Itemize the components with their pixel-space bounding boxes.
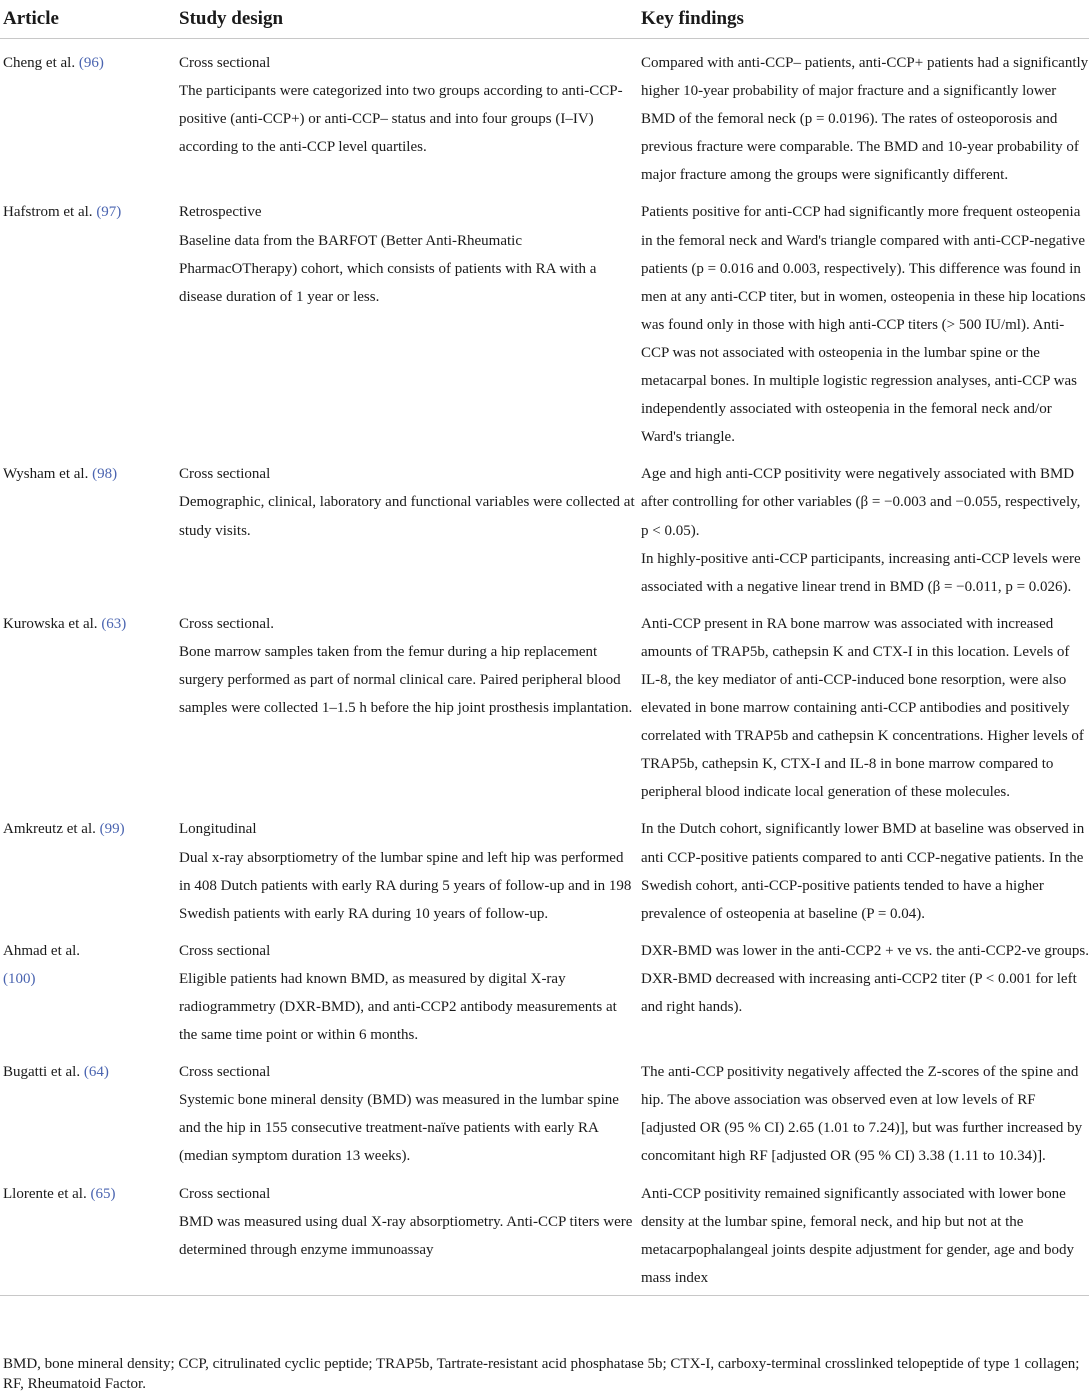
design-description: The participants were categorized into two groups according to anti-CCP-positive (anti-CCP+) or anti-CCP– status and into four groups (I–IV) according to the anti-CCP level quartiles. [179, 83, 623, 156]
design-type: Cross sectional [179, 466, 271, 483]
header-key-findings: Key findings [638, 0, 1089, 39]
design-type: Cross sectional. [179, 615, 274, 632]
design-description: Eligible patients had known BMD, as measured by digital X-ray radiogrammetry (DXR-BMD), and anti-CCP2 antibody measurements at the same time point or within 6 months. [179, 970, 617, 1044]
article-cell [0, 189, 176, 451]
header-study-design: Study design [176, 0, 638, 39]
reference-link[interactable]: (97) [96, 204, 122, 221]
findings-cell: In the Dutch cohort, significantly lower BMD at baseline was observed in anti CCP-positive patients compared to anti CCP-negative patients. In the Swedish cohort, anti-CCP-positive patients tended to have a higher prevalence of osteopenia at baseline (P = 0.04). [641, 821, 1085, 922]
design-description: Baseline data from the BARFOT (Better Anti-Rheumatic PharmacOTherapy) cohort, which consists of patients with RA with a disease duration of 1 year or less. [179, 232, 597, 305]
reference-link[interactable]: (64) [83, 1064, 109, 1081]
author-name: Ahmad et al. [3, 942, 81, 959]
design-type: Retrospective [179, 204, 262, 221]
author-name: Kurowska et al. [3, 615, 98, 632]
design-type: Cross sectional [179, 942, 271, 959]
article-cell [0, 601, 176, 807]
design-cell [176, 189, 638, 451]
design-cell [176, 601, 638, 807]
reference-link[interactable]: (65) [90, 1185, 116, 1202]
design-type: Longitudinal [179, 821, 257, 838]
design-description: BMD was measured using dual X-ray absorptiometry. Anti-CCP titers were determined through enzyme immunoassay [179, 1213, 633, 1258]
author-name: Hafstrom et al. [3, 204, 93, 221]
design-cell [176, 451, 638, 600]
table-footnote: BMD, bone mineral density; CCP, citrulinated cyclic peptide; TRAP5b, Tartrate-resistant acid phosphatase 5b; CTX-I, carboxy-terminal crosslinked telopeptide of type 1 collagen; RF, Rheumatoid Factor. [3, 1356, 1080, 1392]
findings-cell: Anti-CCP positivity remained significantly associated with lower bone density at the lumbar spine, femoral neck, and hip but not at the metacarpophalangeal joints despite adjustment for gender, age and body mass index [638, 1171, 1089, 1296]
reference-link[interactable]: (99) [99, 821, 125, 838]
design-description: Bone marrow samples taken from the femur during a hip replacement surgery performed as part of normal clinical care. Paired peripheral blood samples were collected 1–1.5 h before the hip joint prosthesis implantation. [179, 643, 633, 717]
design-description: Demographic, clinical, laboratory and functional variables were collected at study visits. [179, 494, 635, 539]
header-article: Article [0, 0, 176, 39]
author-name: Bugatti et al. [3, 1064, 81, 1081]
design-cell [176, 1049, 638, 1170]
design-cell [176, 928, 638, 1049]
findings-cell [638, 451, 1089, 600]
findings-cell: Patients positive for anti-CCP had significantly more frequent osteopenia in the femoral neck and Ward's triangle compared with anti-CCP-negative patients (p = 0.016 and 0.003, respectively). This difference was found in men at any anti-CCP titer, but in women, osteopenia in these hip locations was found only in those with high anti-CCP titers (> 500 IU/ml). Anti-CCP was not associated with osteopenia in the lumbar spine or the metacarpal bones. In multiple logistic regression analyses, anti-CCP was independently associated with osteopenia in the femoral neck and/or Ward's triangle. [641, 204, 1086, 446]
design-cell [176, 806, 638, 927]
table-row [0, 1171, 1089, 1296]
article-cell [0, 451, 176, 600]
findings-cell: DXR-BMD was lower in the anti-CCP2 + ve vs. the anti-CCP2-ve groups. DXR-BMD decreased with increasing anti-CCP2 titer (P < 0.001 for left and right hands). [641, 942, 1089, 1015]
reference-link[interactable]: (98) [92, 466, 118, 483]
table-row [0, 451, 1089, 600]
table-header-row [0, 0, 1089, 39]
findings-cell: Anti-CCP present in RA bone marrow was associated with increased amounts of TRAP5b, cathepsin K and CTX-I in this location. Levels of IL-8, the key mediator of anti-CCP-induced bone resorption, were also elevated in bone marrow containing anti-CCP antibodies and positively correlated with TRAP5b and cathepsin K concentrations. Higher levels of TRAP5b, cathepsin K, CTX-I and IL-8 in bone marrow compared to peripheral blood indicate local generation of these molecules. [641, 615, 1084, 801]
author-name: Llorente et al. [3, 1185, 87, 1202]
article-cell [0, 1049, 176, 1170]
finding-paragraph: In highly-positive anti-CCP participants, increasing anti-CCP levels were associated with a negative linear trend in BMD (β = −0.011, p = 0.026). [641, 550, 1081, 595]
table-row [0, 189, 1089, 451]
author-name: Cheng et al. [3, 55, 76, 71]
design-cell [176, 1171, 638, 1296]
design-description: Systemic bone mineral density (BMD) was measured in the lumbar spine and the hip in 155 consecutive treatment-naïve patients with early RA (median symptom duration 13 weeks). [179, 1092, 619, 1165]
design-type: Cross sectional [179, 55, 271, 71]
table-row [0, 601, 1089, 807]
table-row [0, 928, 1089, 1049]
design-description: Dual x-ray absorptiometry of the lumbar spine and left hip was performed in 408 Dutch patients with early RA during 5 years of follow-up and in 198 Swedish patients with early RA during 10 years of follow-up. [179, 849, 632, 922]
findings-cell: Compared with anti-CCP– patients, anti-CCP+ patients had a significantly higher 10-year probability of major fracture and a significantly lower BMD of the femoral neck (p = 0.0196). The rates of osteoporosis and previous fracture were comparable. The BMD and 10-year probability of major fracture among the groups were significantly different. [641, 55, 1089, 184]
author-name: Wysham et al. [3, 466, 89, 483]
reference-link[interactable]: (100) [3, 970, 36, 987]
table-row [0, 39, 1089, 190]
reference-link[interactable]: (96) [78, 55, 104, 71]
table-row [0, 806, 1089, 927]
design-cell [176, 39, 638, 190]
article-cell [0, 1171, 176, 1296]
article-cell [0, 39, 176, 190]
design-type: Cross sectional [179, 1185, 271, 1202]
finding-paragraph: Age and high anti-CCP positivity were negatively associated with BMD after controlling for other variables (β = −0.003 and −0.055, respectively, p < 0.05). [641, 466, 1081, 539]
reference-link[interactable]: (63) [101, 615, 127, 632]
design-type: Cross sectional [179, 1064, 271, 1081]
article-cell [0, 806, 176, 927]
findings-cell: The anti-CCP positivity negatively affected the Z-scores of the spine and hip. The above association was observed even at low levels of RF [adjusted OR (95 % CI) 2.65 (1.01 to 7.24)], but was further increased by concomitant high RF [adjusted OR (95 % CI) 3.38 (1.11 to 10.34)]. [641, 1064, 1083, 1165]
article-cell [0, 928, 176, 1049]
author-name: Amkreutz et al. [3, 821, 96, 838]
table-row [0, 1049, 1089, 1170]
